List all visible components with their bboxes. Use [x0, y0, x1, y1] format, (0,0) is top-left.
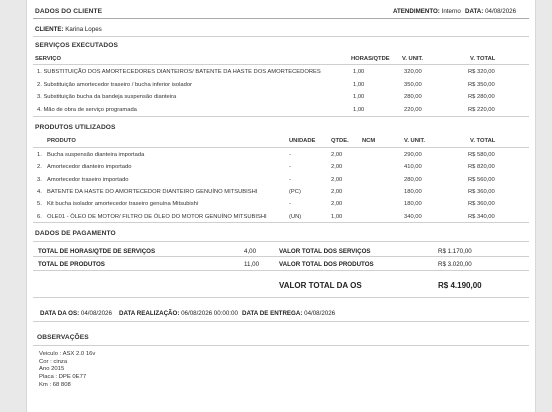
col-horas: HORAS/QTDE	[351, 56, 390, 62]
os-total-label: VALOR TOTAL DA OS	[279, 281, 362, 290]
product-row	[27, 177, 535, 185]
service-total: R$ 320,00	[468, 69, 495, 75]
product-description: BATENTE DA HASTE DO AMORTECEDOR DIANTEIRO GENUÍNO MITSUBISHI	[47, 188, 258, 195]
product-unit-price: 340,00	[404, 213, 422, 220]
service-unit-price: 220,00	[404, 106, 422, 113]
product-total: R$ 560,00	[468, 176, 495, 183]
product-row	[27, 214, 535, 222]
delivery-date-value: 04/08/2026	[304, 310, 336, 317]
product-unit-price: 410,00	[404, 164, 422, 171]
product-total: R$ 360,00	[468, 188, 495, 195]
products-section-title: PRODUTOS UTILIZADOS	[35, 124, 116, 131]
product-description: Kit bucha isolador amortecedor traseiro genuína Mitsubishi	[47, 201, 199, 208]
product-row	[27, 201, 535, 209]
service-row	[27, 94, 535, 102]
product-total: R$ 340,00	[468, 213, 495, 220]
divider	[33, 222, 529, 223]
product-unit: -	[289, 164, 291, 171]
divider	[33, 241, 529, 242]
service-total: R$ 350,00	[468, 81, 495, 88]
col-qtde: QTDE.	[331, 138, 349, 144]
col-vunit: V. UNIT.	[404, 138, 426, 144]
product-quantity: 2,00	[331, 164, 343, 171]
total-hours-label: TOTAL DE HORAS/QTDE DE SERVIÇOS	[38, 248, 156, 255]
client-name: Karina Lopes	[65, 26, 102, 33]
product-unit: -	[289, 201, 291, 208]
col-servico: SERVIÇO	[35, 56, 61, 62]
service-total: R$ 220,00	[468, 106, 495, 113]
service-unit-price: 280,00	[404, 94, 422, 100]
services-total-label: VALOR TOTAL DOS SERVIÇOS	[279, 248, 371, 255]
product-total: R$ 580,00	[468, 152, 495, 158]
os-date-label: DATA DA OS:	[40, 310, 80, 317]
os-total-value: R$ 4.190,00	[438, 281, 482, 290]
product-quantity: 2,00	[331, 152, 343, 158]
os-date	[40, 310, 112, 317]
note-line: Km : 68 808	[39, 381, 71, 388]
date-value: 04/08/2026	[485, 8, 517, 15]
divider	[33, 270, 529, 271]
product-unit-price: 180,00	[404, 201, 422, 208]
divider	[33, 256, 529, 257]
payment-section-title: DADOS DE PAGAMENTO	[35, 230, 116, 237]
header-divider	[33, 18, 529, 19]
product-unit-price: 180,00	[404, 188, 422, 195]
service-total: R$ 280,00	[468, 94, 495, 100]
product-unit: -	[289, 176, 291, 183]
col-vunit: V. UNIT.	[402, 56, 424, 62]
product-row	[27, 164, 535, 172]
service-quantity: 1,00	[353, 106, 365, 113]
client-info	[35, 26, 102, 33]
note-line: Placa : DPE 0E77	[39, 374, 87, 381]
os-date-value: 04/08/2026	[80, 310, 112, 317]
col-vtotal: V. TOTAL	[470, 56, 496, 62]
service-row	[27, 82, 535, 90]
divider	[33, 297, 529, 298]
atendimento-value: Interno	[441, 8, 461, 15]
divider	[33, 321, 529, 322]
service-unit-price: 320,00	[404, 69, 422, 75]
products-total-value: R$ 3.020,00	[438, 261, 472, 268]
service-description: 3. Substituição bucha da bandeja suspensão dianteira	[37, 94, 177, 100]
col-unidade: UNIDADE	[289, 138, 316, 144]
date-info	[465, 8, 516, 15]
col-ncm: NCM	[362, 138, 376, 144]
product-description: Bucha suspensão dianteira importada	[47, 152, 145, 158]
completion-date	[119, 310, 238, 317]
product-quantity: 2,00	[331, 201, 343, 208]
product-quantity: 2,00	[331, 188, 343, 195]
note-line: Ano 2015	[39, 366, 65, 373]
completion-date-value: 06/08/2026 00:00:00	[181, 310, 238, 317]
notes-section-title: OBSERVAÇÕES	[37, 334, 89, 341]
service-description: 2. Substituição amortecedor traseiro / bucha inferior isolador	[37, 81, 192, 88]
product-description: Amortecedor dianteiro importado	[47, 164, 132, 171]
service-quantity: 1,00	[353, 94, 365, 100]
divider	[33, 345, 529, 346]
completion-date-label: DATA REALIZAÇÃO:	[119, 310, 180, 317]
note-line: Veiculo : ASX 2.0 16v	[39, 351, 96, 357]
divider	[33, 147, 529, 148]
product-number: 2.	[37, 164, 42, 171]
service-description: 1. SUBSTITUIÇÃO DOS AMORTECEDORES DIANTEIROS/ BATENTE DA HASTE DOS AMORTECEDORES	[37, 69, 321, 75]
divider	[33, 36, 529, 37]
product-quantity: 1,00	[331, 213, 343, 220]
service-row	[27, 69, 535, 77]
services-section-title: SERVIÇOS EXECUTADOS	[35, 42, 118, 49]
document-page	[26, 0, 536, 412]
divider	[33, 64, 529, 65]
product-number: 3.	[37, 176, 42, 183]
notes-content	[39, 351, 95, 390]
client-section-title: DADOS DO CLIENTE	[35, 8, 103, 15]
services-table-header	[27, 56, 535, 64]
products-table-header	[27, 138, 535, 146]
col-produto: PRODUTO	[47, 138, 76, 144]
total-products-value: 11,00	[244, 261, 260, 268]
product-description: Amortecedor traseiro importado	[47, 176, 129, 183]
product-number: 6.	[37, 213, 42, 220]
product-unit: -	[289, 152, 291, 158]
product-row	[27, 189, 535, 197]
product-description: OLE01 - ÓLEO DE MOTOR/ FILTRO DE ÓLEO DO MOTOR GENUÍNO MITSUBISHI	[47, 213, 267, 220]
service-quantity: 1,00	[353, 69, 365, 75]
product-unit: (UN)	[289, 213, 302, 220]
date-label: DATA:	[465, 8, 484, 15]
service-row	[27, 107, 535, 115]
note-line: Cor : cinza	[39, 358, 68, 365]
product-unit-price: 290,00	[404, 152, 422, 158]
delivery-date-label: DATA DE ENTREGA:	[242, 310, 303, 317]
product-number: 4.	[37, 188, 42, 195]
product-unit-price: 280,00	[404, 176, 422, 183]
col-vtotal: V. TOTAL	[470, 138, 496, 144]
service-unit-price: 350,00	[404, 81, 422, 88]
client-label: CLIENTE:	[35, 26, 64, 33]
product-number: 1.	[37, 152, 42, 158]
divider	[33, 116, 529, 117]
product-total: R$ 820,00	[468, 164, 495, 171]
total-products-label: TOTAL DE PRODUTOS	[38, 261, 105, 268]
product-unit: (PC)	[289, 188, 301, 195]
delivery-date	[242, 310, 335, 317]
service-quantity: 1,00	[353, 81, 365, 88]
services-total-value: R$ 1.170,00	[438, 248, 472, 255]
product-quantity: 2,00	[331, 176, 343, 183]
product-number: 5.	[37, 201, 42, 208]
product-total: R$ 360,00	[468, 201, 495, 208]
products-total-label: VALOR TOTAL DOS PRODUTOS	[279, 261, 374, 268]
product-row	[27, 152, 535, 160]
atendimento-label: ATENDIMENTO:	[393, 8, 440, 15]
total-hours-value: 4,00	[244, 248, 257, 255]
service-description: 4. Mão de obra de serviço programada	[37, 106, 137, 113]
atendimento-info	[393, 8, 461, 15]
